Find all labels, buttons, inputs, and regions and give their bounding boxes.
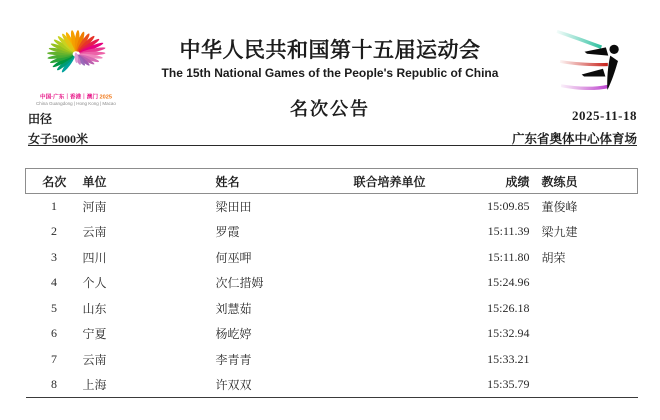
results-table (25, 168, 638, 398)
cell-unit: 云南 (82, 225, 107, 240)
cell-unit: 山东 (82, 301, 107, 316)
cell-rank: 2 (51, 224, 57, 239)
cell-joint (354, 245, 464, 271)
cell-result: 15:35.79 (487, 377, 530, 391)
cell-unit: 宁夏 (82, 327, 107, 342)
cell-name: 刘慧茹 (215, 301, 252, 316)
cell-name: 何巫呷 (215, 250, 252, 265)
cell-result: 15:09.85 (487, 199, 530, 213)
cell-joint (354, 347, 464, 373)
cell-joint (354, 270, 464, 296)
event-venue: 广东省奥体中心体育场 (511, 132, 637, 146)
games-wordmark-en: China Guangdong | Hong Kong | Macao (36, 101, 116, 106)
cell-name: 许双双 (215, 378, 252, 392)
cell-joint (354, 296, 464, 322)
cell-name: 梁田田 (215, 200, 252, 214)
cell-coach: 董俊峰 (541, 200, 578, 214)
col-header-unit: 单位 (83, 169, 216, 194)
table-row (26, 296, 638, 322)
cell-result: 15:24.96 (487, 275, 530, 290)
cell-rank: 4 (51, 275, 57, 290)
cell-coach (530, 372, 638, 398)
cell-unit: 云南 (82, 352, 107, 367)
cell-coach (530, 270, 638, 296)
table-row (26, 194, 638, 220)
col-header-coach: 教练员 (530, 169, 638, 194)
games-wordmark-cn: 中国·广东｜香港｜澳门 2025 (40, 94, 112, 101)
header-divider (28, 145, 637, 146)
col-header-joint: 联合培养单位 (354, 169, 464, 194)
cell-unit: 河南 (82, 200, 107, 214)
cell-rank: 7 (51, 351, 57, 366)
table-row (26, 219, 638, 245)
games-title-en: The 15th National Games of the People's Republic of China (161, 66, 499, 80)
cell-unit: 个人 (82, 276, 107, 291)
bulletin-title: 名次公告 (290, 99, 370, 119)
cell-unit: 上海 (82, 378, 107, 392)
cell-coach: 胡荣 (541, 250, 566, 265)
athletics-runner-icon (552, 14, 652, 106)
col-header-name: 姓名 (216, 169, 354, 194)
table-row (26, 347, 638, 373)
cell-name: 罗霞 (215, 225, 240, 240)
results-table-body (26, 194, 638, 398)
results-table-header (26, 169, 638, 194)
table-row (26, 245, 638, 271)
cell-coach: 梁九建 (541, 225, 578, 240)
cell-joint (354, 194, 464, 220)
cell-rank: 3 (51, 249, 57, 264)
table-row (26, 372, 638, 398)
table-row (26, 270, 638, 296)
cell-name: 杨屹婷 (215, 327, 252, 342)
event-name: 女子5000米 (28, 132, 89, 146)
cell-joint (354, 219, 464, 245)
cell-rank: 1 (51, 199, 57, 213)
cell-coach (530, 321, 638, 347)
cell-unit: 四川 (82, 250, 107, 265)
cell-result: 15:11.80 (487, 249, 530, 264)
sport-label: 田径 (28, 112, 53, 126)
header-row (26, 169, 638, 194)
cell-rank: 6 (51, 326, 57, 341)
cell-result: 15:11.39 (487, 224, 530, 239)
col-header-rank: 名次 (26, 169, 83, 194)
event-date: 2025-11-18 (572, 108, 637, 123)
cell-coach (530, 347, 638, 373)
cell-result: 15:26.18 (487, 300, 530, 315)
cell-coach (530, 296, 638, 322)
games-wordmark-year: 2025 (99, 94, 112, 101)
cell-joint (354, 372, 464, 398)
col-header-result: 成绩 (464, 169, 530, 194)
cell-name: 李青青 (215, 352, 252, 367)
cell-rank: 5 (51, 300, 57, 315)
cell-result: 15:33.21 (487, 351, 530, 366)
table-row (26, 321, 638, 347)
cell-joint (354, 321, 464, 347)
cell-result: 15:32.94 (487, 326, 530, 341)
games-title-cn: 中华人民共和国第十五届运动会 (179, 39, 481, 62)
cell-rank: 8 (51, 377, 57, 391)
cell-name: 次仁措姆 (215, 276, 264, 291)
